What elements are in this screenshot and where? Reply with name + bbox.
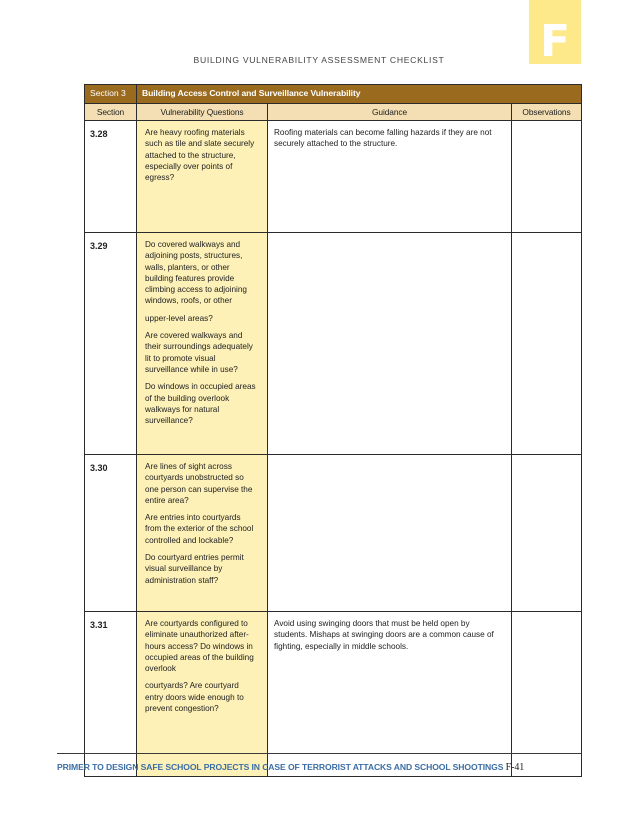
row-number: 3.29 — [85, 233, 137, 455]
row-guidance — [268, 455, 512, 612]
section-header-row — [85, 85, 582, 104]
question-text: Do windows in occupied areas of the building overlook walkways for natural surveillance? — [145, 382, 256, 426]
question-text: Do covered walkways and adjoining posts, structures, walls, planters, or other building features provide climbing access to adjoining windows, roofs, or other — [145, 240, 247, 306]
row-guidance: Avoid using swinging doors that must be held open by students. Mishaps at swinging doors are a common cause of fighting, especially in middle schools. — [268, 612, 512, 777]
row-questions — [137, 233, 268, 455]
question-text: Are heavy roofing materials such as tile and slate securely attached to the structure, especially over points of egress? — [145, 128, 255, 183]
question-text: Are entries into courtyards from the exterior of the school controlled and lockable? — [145, 513, 254, 545]
checklist-table — [84, 84, 582, 777]
row-number: 3.28 — [85, 121, 137, 233]
footer-title: PRIMER TO DESIGN SAFE SCHOOL PROJECTS IN CASE OF TERRORIST ATTACKS AND SCHOOL SHOOTINGS — [57, 762, 504, 772]
page-footer — [57, 762, 585, 773]
row-observations[interactable] — [512, 121, 582, 233]
appendix-tab-letter: F — [529, 0, 581, 64]
table-row — [85, 233, 582, 455]
page-number: F-41 — [505, 762, 525, 773]
table-row — [85, 121, 582, 233]
column-header-row — [85, 104, 582, 121]
question-text: Are courtyards configured to eliminate unauthorized after-hours access? Do windows in occupied areas of the building overlook — [145, 619, 254, 674]
question-text: courtyards? Are courtyard entry doors wide enough to prevent congestion? — [145, 681, 244, 714]
column-header-guidance: Guidance — [268, 104, 512, 121]
column-header-observations: Observations — [512, 104, 582, 121]
row-guidance: Roofing materials can become falling hazards if they are not securely attached to the structure. — [268, 121, 512, 233]
row-questions — [137, 612, 268, 777]
column-header-questions: Vulnerability Questions — [137, 104, 268, 121]
column-header-section: Section — [85, 104, 137, 121]
row-observations[interactable] — [512, 233, 582, 455]
row-number: 3.30 — [85, 455, 137, 612]
row-number: 3.31 — [85, 612, 137, 777]
row-questions — [137, 455, 268, 612]
question-text: upper-level areas? — [145, 313, 213, 323]
question-text: Are lines of sight across courtyards unobstructed so one person can supervise the entire area? — [145, 462, 253, 505]
question-text: Are covered walkways and their surroundings adequately lit to promote visual surveillance while in use? — [145, 331, 253, 374]
row-guidance — [268, 233, 512, 455]
question-text: Do courtyard entries permit visual surveillance by administration staff? — [145, 553, 244, 585]
row-observations[interactable] — [512, 612, 582, 777]
row-observations[interactable] — [512, 455, 582, 612]
table-row — [85, 612, 582, 777]
section-label: Section 3 — [85, 85, 137, 104]
running-head: BUILDING VULNERABILITY ASSESSMENT CHECKLIST — [193, 55, 445, 65]
section-title: Building Access Control and Surveillance Vulnerability — [137, 85, 582, 104]
table-row — [85, 455, 582, 612]
row-questions — [137, 121, 268, 233]
footer-rule — [57, 753, 581, 754]
